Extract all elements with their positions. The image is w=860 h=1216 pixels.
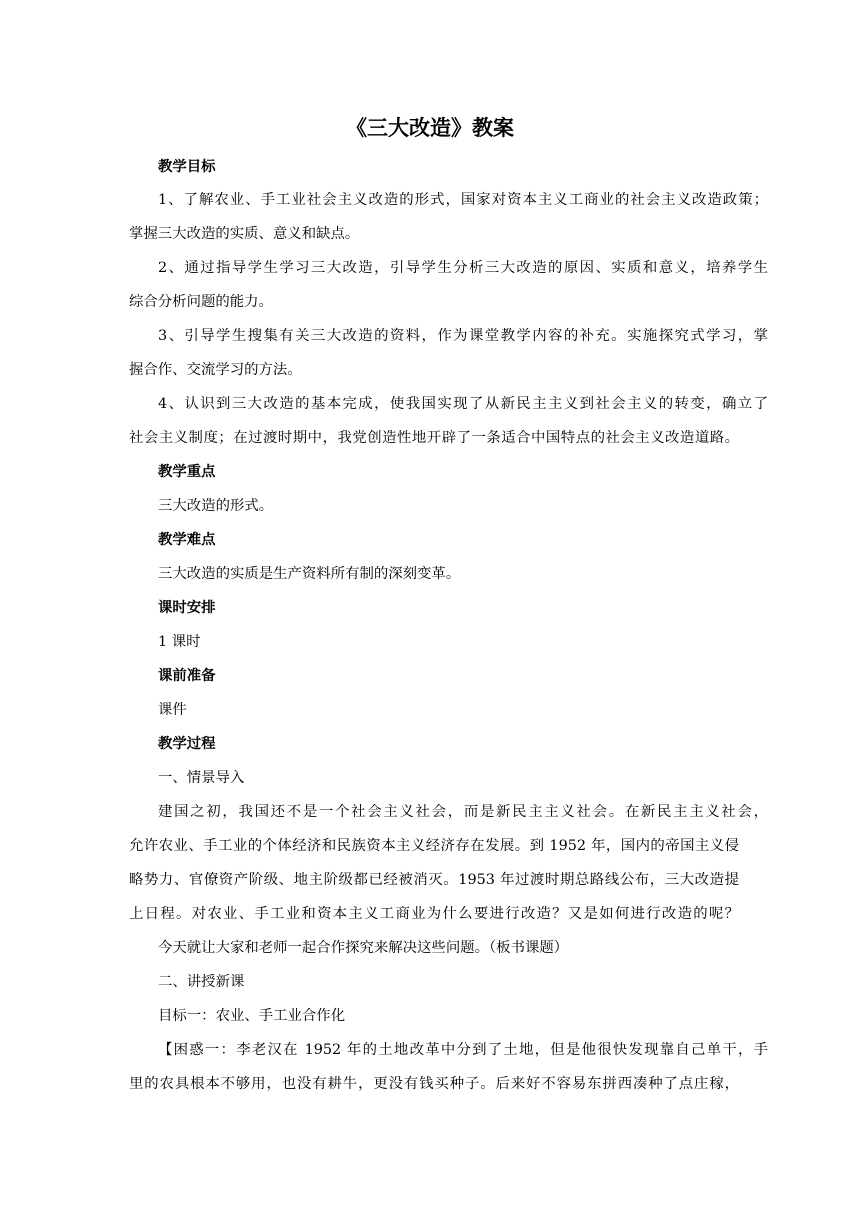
- heading-key-points: 教学重点: [158, 464, 216, 480]
- paragraph-line: 允许农业、手工业的个体经济和民族资本主义经济存在发展。到 1952 年，国内的帝国主义侵: [129, 838, 739, 854]
- heading-schedule: 课时安排: [158, 600, 216, 616]
- heading-process: 教学过程: [158, 736, 216, 752]
- heading-difficulties: 教学难点: [158, 532, 216, 548]
- heading-teaching-goals: 教学目标: [158, 159, 216, 175]
- paragraph-line: 三大改造的实质是生产资料所有制的深刻变革。: [158, 566, 461, 582]
- paragraph-line: 里的农具根本不够用，也没有耕牛，更没有钱买种子。后来好不容易东拼西凑种了点庄稼，: [129, 1076, 739, 1092]
- paragraph-line: 二、讲授新课: [158, 974, 245, 990]
- paragraph-line: 3、引导学生搜集有关三大改造的资料，作为课堂教学内容的补充。实施探究式学习，掌: [158, 328, 768, 344]
- paragraph-line: 今天就让大家和老师一起合作探究来解决这些问题。（板书课题）: [158, 940, 569, 956]
- paragraph-line: 2、通过指导学生学习三大改造，引导学生分析三大改造的原因、实质和意义，培养学生: [158, 260, 768, 276]
- paragraph-line: 课件: [158, 702, 187, 718]
- paragraph-line: 上日程。对农业、手工业和资本主义工商业为什么要进行改造？又是如何进行改造的呢？: [129, 906, 739, 922]
- paragraph-line: 掌握三大改造的实质、意义和缺点。: [129, 226, 360, 242]
- paragraph-line: 目标一：农业、手工业合作化: [158, 1008, 346, 1024]
- paragraph-line: 1 课时: [158, 634, 201, 650]
- paragraph-line: 建国之初，我国还不是一个社会主义社会，而是新民主主义社会。在新民主主义社会，: [158, 804, 768, 820]
- paragraph-line: 握合作、交流学习的方法。: [129, 362, 302, 378]
- paragraph-line: 4、认识到三大改造的基本完成，使我国实现了从新民主主义到社会主义的转变，确立了: [158, 396, 768, 412]
- paragraph-line: 1、了解农业、手工业社会主义改造的形式，国家对资本主义工商业的社会主义改造政策；: [158, 192, 768, 208]
- heading-preparation: 课前准备: [158, 668, 216, 684]
- paragraph-line: 三大改造的形式。: [158, 498, 274, 514]
- paragraph-line: 社会主义制度；在过渡时期中，我党创造性地开辟了一条适合中国特点的社会主义改造道路。: [129, 430, 739, 446]
- paragraph-line: 一、情景导入: [158, 770, 245, 786]
- document-title: 《三大改造》教案: [346, 116, 514, 140]
- paragraph-line: 综合分析问题的能力。: [129, 294, 273, 310]
- paragraph-line: 略势力、官僚资产阶级、地主阶级都已经被消灭。1953 年过渡时期总路线公布，三大改造提: [129, 872, 739, 888]
- paragraph-line: 【困惑一：李老汉在 1952 年的土地改革中分到了土地，但是他很快发现靠自己单干，手: [158, 1042, 768, 1058]
